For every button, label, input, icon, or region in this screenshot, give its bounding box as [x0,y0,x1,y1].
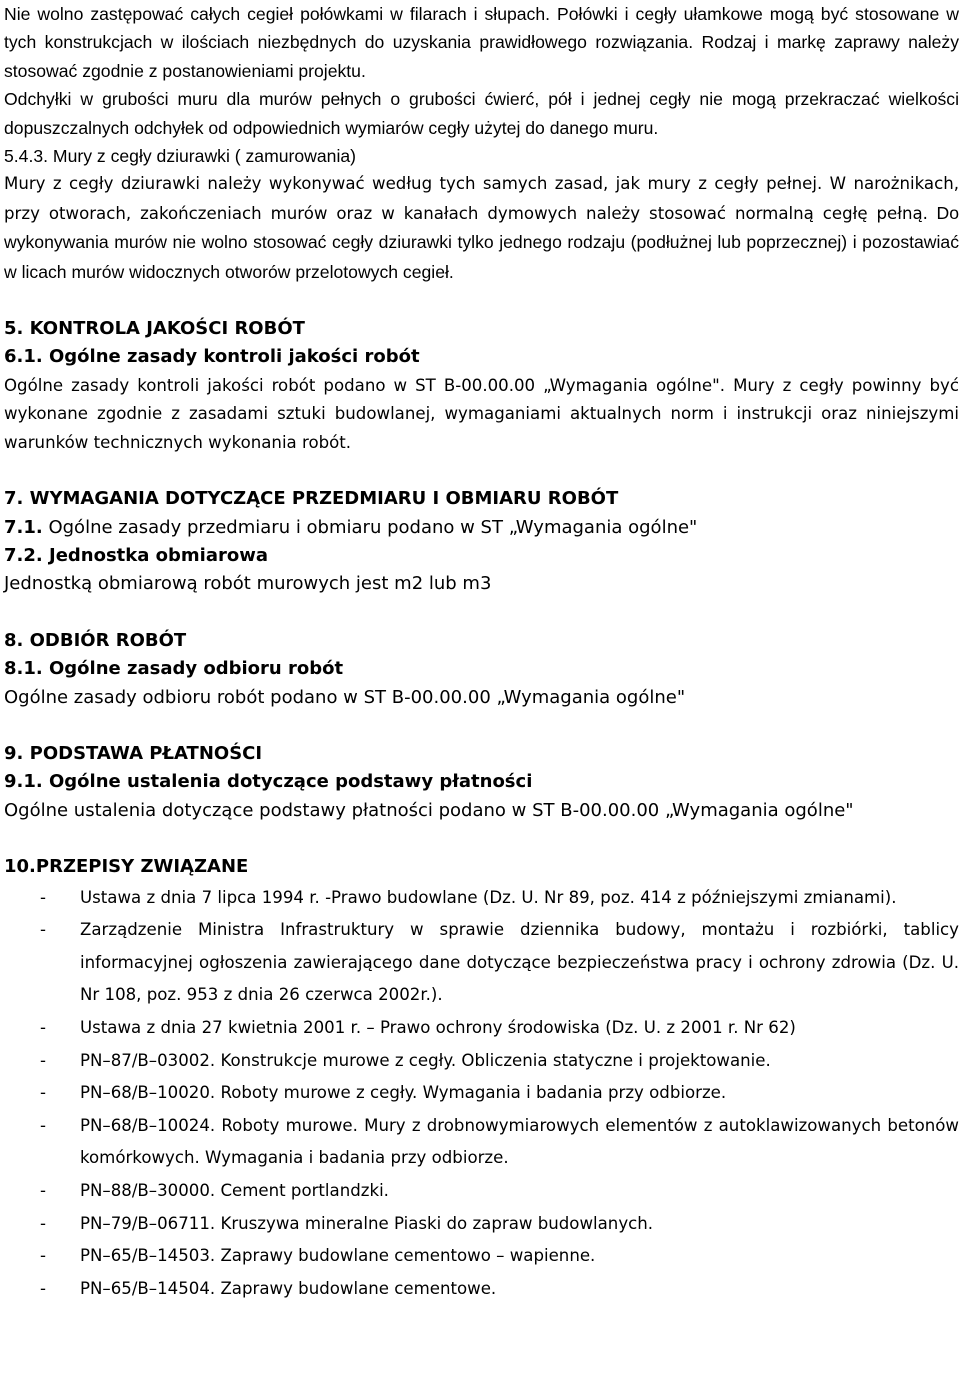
list-item-text: PN–79/B–06711. Kruszywa mineralne Piaski do zapraw budowlanych. [80,1213,654,1233]
bullet-dash: - [40,1246,46,1266]
section-5-body-part-b: Mury z cegły powinny być wykonane zgodnie z zasadami sztuki budowlanej, wymaganiami aktualnych norm i instrukcji oraz niniejszymi warunków technicznych wykonania robót. [4,375,959,452]
list-item [4,1110,959,1175]
section-7-1-number: 7.1. [4,516,43,538]
bullet-dash: - [40,1017,46,1037]
section-7-1-line [4,514,959,542]
list-item-text: PN–65/B–14504. Zaprawy budowlane cementowe. [80,1278,497,1298]
list-item [4,1208,959,1241]
list-item [4,1012,959,1045]
section-8-1-heading: 8.1. Ogólne zasady odbioru robót [4,658,344,680]
bullet-dash: - [40,1213,46,1233]
spacer [4,457,959,485]
list-item [4,914,959,1012]
list-item-text: PN–68/B–10020. Roboty murowe z cegły. Wymagania i badania przy odbiorze. [80,1083,727,1103]
list-item [4,1240,959,1273]
spacer [4,599,959,627]
spacer [4,825,959,853]
intro-paragraph-1: Nie wolno zastępować całych cegieł połówkami w filarach i słupach. Połówki i cegły ułamkowe mogą być stosowane w tych konstrukcjach w ilościach niezbędnych do uzyskania prawidłowego rozwiązania. Rodzaj i markę zaprawy należy stosować zgodnie z postanowieniami projektu. [4,4,959,81]
section-9-body: Ogólne ustalenia dotyczące podstawy płatności podano w ST B-00.00.00 „Wymagania ogólne" [4,799,854,821]
list-item-text: Ustawa z dnia 7 lipca 1994 r. -Prawo budowlane (Dz. U. Nr 89, poz. 414 z późniejszymi zmianami). [80,887,897,907]
paragraph-3-part-a: Mury z cegły dziurawki należy wykonywać według tych samych zasad, jak mury z cegły pełnej. W narożnikach, przy otworach, zakończeniach murów oraz w kanałach dymowych należy stosować normalną cegłę pełną. [4,174,959,223]
bullet-dash: - [40,1180,46,1200]
bullet-dash: - [40,887,46,907]
paragraph-3-part-b: Do wykonywania murów nie wolno stosować cegły dziurawki tylko jednego rodzaju (podłużnej lub poprzecznej) i pozostawiać w licach murów widocznych otworów przelotowych cegieł. [4,202,959,282]
list-item [4,1273,959,1306]
section-10-heading: 10.PRZEPISY ZWIĄZANE [4,856,249,878]
section-8-body: Ogólne zasady odbioru robót podano w ST B-00.00.00 „Wymagania ogólne" [4,686,686,708]
list-item-text: PN–65/B–14503. Zaprawy budowlane cementowo – wapienne. [80,1246,596,1266]
section-7-2-heading: 7.2. Jednostka obmiarowa [4,544,269,566]
bullet-dash: - [40,1278,46,1298]
spacer [4,287,959,315]
list-item-text: PN–68/B–10024. Roboty murowe. Mury z drobnowymiarowych elementów z autoklawizowanych betonów komórkowych. Wymagania i badania przy odbiorze. [80,1115,959,1168]
bullet-dash: - [40,1083,46,1103]
section-5-heading: 5. KONTROLA JAKOŚCI ROBÓT [4,318,305,340]
list-item [4,1077,959,1110]
list-item-text: Zarządzenie Ministra Infrastruktury w sprawie dziennika budowy, montażu i rozbiórki, tablicy informacyjnej ogłoszenia zawierającego dane dotyczące bezpieczeństwa pracy i ochrony zdrowia (Dz. U. Nr 108, poz. 953 z dnia 26 czerwca 2002r.). [80,920,959,1005]
document-page [4,0,959,1305]
list-item-text: PN–87/B–03002. Konstrukcje murowe z cegły. Obliczenia statyczne i projektowanie. [80,1050,771,1070]
list-item [4,1175,959,1208]
section-9-heading: 9. PODSTAWA PŁATNOŚCI [4,742,263,764]
section-7-heading: 7. WYMAGANIA DOTYCZĄCE PRZEDMIARU I OBMIARU ROBÓT [4,488,619,510]
section-6-1-heading: 6.1. Ogólne zasady kontroli jakości robót [4,346,420,368]
section-543-title: 5.4.3. Mury z cegły dziurawki ( zamurowania) [4,146,356,167]
section-7-1-text: Ogólne zasady przedmiaru i obmiaru podano w ST „Wymagania ogólne" [42,516,698,538]
section-8-heading: 8. ODBIÓR ROBÓT [4,629,187,651]
list-item-text: Ustawa z dnia 27 kwietnia 2001 r. – Prawo ochrony środowiska (Dz. U. z 2001 r. Nr 62) [80,1017,796,1037]
bullet-dash: - [40,920,46,940]
list-item [4,1045,959,1078]
intro-paragraph-3 [4,170,959,287]
bullet-dash: - [40,1115,46,1135]
list-item [4,882,959,915]
section-5-body-part-a: Ogólne zasady kontroli jakości robót podano w ST B-00.00.00 „Wymagania ogólne". [4,375,726,395]
intro-paragraph-2: Odchyłki w grubości muru dla murów pełnych o grubości ćwierć, pół i jednej cegły nie mogą przekraczać wielkości dopuszczalnych odchyłek od odpowiednich wymiarów cegły użytej do danego muru. [4,89,959,138]
bullet-dash: - [40,1050,46,1070]
section-9-1-heading: 9.1. Ogólne ustalenia dotyczące podstawy płatności [4,771,533,793]
list-item-text: PN–88/B–30000. Cement portlandzki. [80,1180,389,1200]
spacer [4,712,959,740]
section-5-body [4,372,959,457]
section-7-2-body: Jednostką obmiarową robót murowych jest m2 lub m3 [4,573,492,595]
regulations-list [4,882,959,1306]
